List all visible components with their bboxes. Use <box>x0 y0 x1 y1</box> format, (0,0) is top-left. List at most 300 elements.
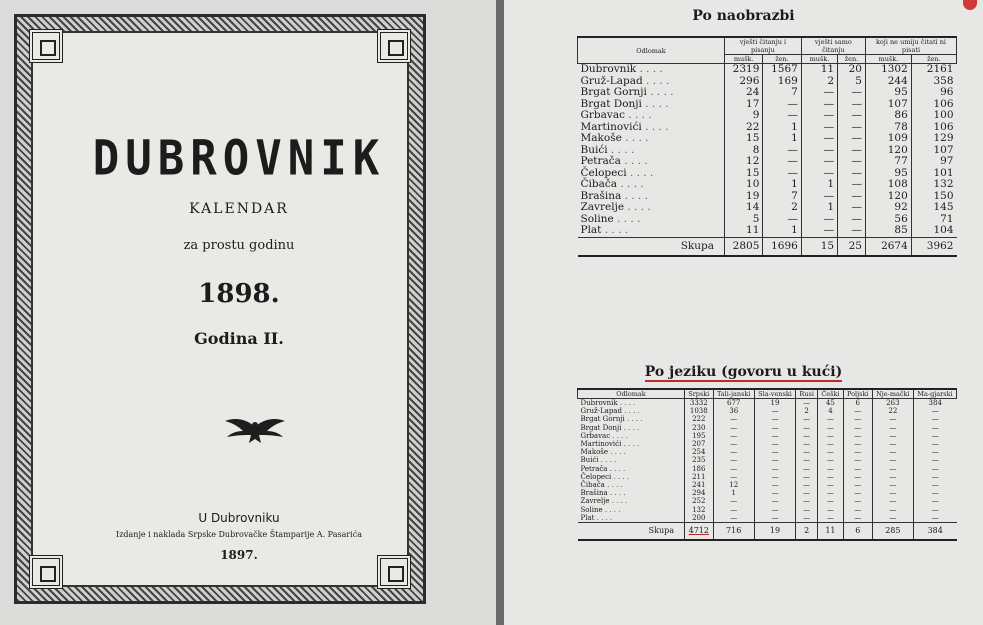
table-cell: — <box>796 489 818 497</box>
table-cell: 25 <box>838 237 866 256</box>
language-header-cell: Češki <box>818 389 844 399</box>
table-cell: — <box>838 179 866 191</box>
table-cell: 95 <box>865 87 911 99</box>
table-cell: — <box>713 432 754 440</box>
table-cell: 2 <box>801 76 837 88</box>
table-cell: — <box>913 424 956 432</box>
cover-line-year-type: za prostu godinu <box>183 238 295 253</box>
table-cell: — <box>796 432 818 440</box>
table-cell: — <box>763 110 801 122</box>
table-cell: — <box>913 473 956 481</box>
table-cell: — <box>796 440 818 448</box>
table-cell: — <box>843 456 872 464</box>
table-cell: — <box>801 133 837 145</box>
table-row <box>578 133 957 145</box>
table-cell: 12 <box>713 481 754 489</box>
table-cell: — <box>801 191 837 203</box>
table-cell: — <box>818 481 844 489</box>
place-name: Brgat Donji . . . . <box>580 423 640 432</box>
table-cell: 200 <box>685 514 714 523</box>
table-cell: 2 <box>763 202 801 214</box>
table-cell: — <box>713 448 754 456</box>
table-cell: 5 <box>838 76 866 88</box>
table-cell: 45 <box>818 399 844 408</box>
table-cell: — <box>763 99 801 111</box>
table-cell: 56 <box>865 214 911 226</box>
table-cell: 120 <box>865 191 911 203</box>
place-name: Brgat Gornji . . . . <box>580 415 643 424</box>
corner-ornament-top-right <box>377 29 411 63</box>
table-cell: 100 <box>911 110 956 122</box>
table-cell: — <box>913 506 956 514</box>
table-cell: 1 <box>763 122 801 134</box>
cover-volume: Godina II. <box>194 329 284 348</box>
table-row <box>578 473 957 481</box>
place-name: Dubrovnik . . . . <box>580 399 636 407</box>
table-cell: 195 <box>685 432 714 440</box>
table-cell: — <box>796 465 818 473</box>
place-name: Grbavac . . . . <box>580 109 652 121</box>
table-cell: — <box>843 481 872 489</box>
cover-subtitle: KALENDAR <box>189 201 289 217</box>
table-cell: 129 <box>911 133 956 145</box>
table-cell: — <box>838 202 866 214</box>
table-cell: 14 <box>725 202 763 214</box>
table-cell: 241 <box>685 481 714 489</box>
table-cell: — <box>713 473 754 481</box>
cover-year: 1898. <box>198 279 280 309</box>
table-cell: — <box>754 514 795 523</box>
place-name: Soline . . . . <box>580 212 641 225</box>
table-cell: 109 <box>865 133 911 145</box>
table-cell: — <box>754 440 795 448</box>
table-cell: — <box>843 514 872 523</box>
table-row <box>578 64 957 76</box>
table-cell: — <box>754 465 795 473</box>
table-cell: — <box>913 448 956 456</box>
table-cell: 92 <box>865 202 911 214</box>
table-cell: 19 <box>754 523 795 541</box>
table-total-row <box>578 523 957 541</box>
cover-publication-year: 1897. <box>220 548 258 562</box>
place-name: Buići . . . . <box>580 143 635 156</box>
table-cell: — <box>843 407 872 415</box>
table-cell: — <box>872 465 913 473</box>
table-cell: 1 <box>713 489 754 497</box>
language-header-cell: Poljski <box>843 389 872 399</box>
table-cell: — <box>713 465 754 473</box>
table-cell: 254 <box>685 448 714 456</box>
table-cell: 107 <box>911 145 956 157</box>
table-row <box>578 440 957 448</box>
header-read-only: vješti samo čitanju <box>801 37 865 55</box>
place-name: Brgat Gornji . . . . <box>580 86 674 98</box>
table-cell: 5 <box>725 214 763 226</box>
table-cell: 15 <box>801 237 837 256</box>
table-cell: 106 <box>911 122 956 134</box>
table-cell: — <box>872 456 913 464</box>
education-section-title: Po naobrazbi <box>692 8 795 24</box>
cover-title: DUBROVNIK <box>92 130 386 187</box>
table-cell: 186 <box>685 465 714 473</box>
table-cell: 19 <box>725 191 763 203</box>
table-cell: 296 <box>725 76 763 88</box>
table-cell: 132 <box>685 506 714 514</box>
place-name: Petrača . . . . <box>580 464 626 473</box>
table-cell: 15 <box>725 168 763 180</box>
table-cell: — <box>872 440 913 448</box>
table-cell: — <box>818 514 844 523</box>
table-row <box>578 432 957 440</box>
language-header-cell: Sla-venski <box>754 389 795 399</box>
table-cell: — <box>818 432 844 440</box>
education-table <box>577 36 957 257</box>
table-row <box>578 506 957 514</box>
language-section-title: Po jeziku (govoru u kući) <box>644 364 843 380</box>
table-cell: 8 <box>725 145 763 157</box>
table-cell: 2161 <box>911 64 956 76</box>
table-cell: 7 <box>763 191 801 203</box>
table-cell: 36 <box>713 407 754 415</box>
table-cell: — <box>763 156 801 168</box>
table-row <box>578 514 957 523</box>
header-place: Odlomak <box>578 37 725 64</box>
language-header-cell: Nje-mački <box>872 389 913 399</box>
table-cell: — <box>843 440 872 448</box>
header-female: žen. <box>838 55 866 64</box>
table-cell: — <box>713 514 754 523</box>
table-cell: 15 <box>725 133 763 145</box>
language-header-cell: Ma-gjarski <box>913 389 956 399</box>
place-name: Martinovići . . . . <box>580 120 669 133</box>
table-cell: 19 <box>754 399 795 408</box>
table-cell: 12 <box>725 156 763 168</box>
place-name: Petrača . . . . <box>580 155 648 167</box>
table-cell: 17 <box>725 99 763 111</box>
table-cell: 1696 <box>763 237 801 256</box>
table-cell: — <box>801 99 837 111</box>
cover-city: U Dubrovniku <box>198 511 280 525</box>
table-row <box>578 110 957 122</box>
place-name: Soline . . . . <box>580 505 621 514</box>
table-cell: — <box>818 506 844 514</box>
table-cell: — <box>843 465 872 473</box>
table-cell: — <box>754 456 795 464</box>
place-name: Zavrelje . . . . <box>580 201 651 213</box>
table-cell: 86 <box>865 110 911 122</box>
table-cell: — <box>754 407 795 415</box>
table-cell: — <box>754 473 795 481</box>
place-name: Gruž-Lapad . . . . <box>580 407 640 416</box>
table-cell: 108 <box>865 179 911 191</box>
table-cell: 252 <box>685 497 714 505</box>
table-cell: 1 <box>801 202 837 214</box>
table-cell: — <box>838 225 866 237</box>
table-cell: 101 <box>911 168 956 180</box>
table-cell: — <box>796 456 818 464</box>
table-cell: — <box>796 497 818 505</box>
table-cell: 132 <box>911 179 956 191</box>
table-cell: 106 <box>911 99 956 111</box>
ornamental-border <box>14 14 426 604</box>
table-cell: — <box>818 456 844 464</box>
table-cell: 6 <box>843 399 872 408</box>
table-cell: — <box>838 145 866 157</box>
table-cell: — <box>872 489 913 497</box>
table-cell: — <box>818 489 844 497</box>
table-cell: 169 <box>763 76 801 88</box>
table-cell: — <box>872 424 913 432</box>
corner-ornament-bottom-left <box>29 555 63 589</box>
language-header-cell: Tali-janski <box>713 389 754 399</box>
table-cell: 2 <box>796 407 818 415</box>
table-row <box>578 465 957 473</box>
header-female: žen. <box>911 55 956 64</box>
cover-publisher: Izdanje i naklada Srpske Dubrovačke Štamparije A. Pasarića <box>116 530 362 539</box>
table-total-row <box>578 237 957 256</box>
table-cell: — <box>754 448 795 456</box>
place-name: Čelopeci . . . . <box>580 166 654 179</box>
place-name: Makoše . . . . <box>580 132 649 144</box>
table-cell: — <box>818 424 844 432</box>
table-cell: 150 <box>911 191 956 203</box>
table-cell: 96 <box>911 87 956 99</box>
table-cell: — <box>838 122 866 134</box>
table-cell: 6 <box>843 523 872 541</box>
table-cell: — <box>763 168 801 180</box>
table-cell: 97 <box>911 156 956 168</box>
table-cell: 207 <box>685 440 714 448</box>
table-cell: 358 <box>911 76 956 88</box>
table-cell: — <box>713 497 754 505</box>
table-cell: — <box>754 506 795 514</box>
table-cell: — <box>872 497 913 505</box>
table-cell: 3962 <box>911 237 956 256</box>
language-header-cell: Srpski <box>685 389 714 399</box>
table-cell: 244 <box>865 76 911 88</box>
table-row <box>578 481 957 489</box>
header-read-write: vješti čitanju i pisanju <box>725 37 802 55</box>
table-cell: — <box>713 440 754 448</box>
table-cell: 22 <box>725 122 763 134</box>
table-cell: — <box>843 489 872 497</box>
table-row <box>578 489 957 497</box>
table-cell: — <box>872 506 913 514</box>
table-cell: 11 <box>818 523 844 541</box>
table-cell: — <box>713 506 754 514</box>
place-name: Martinovići . . . . <box>580 440 640 449</box>
table-cell: — <box>913 440 956 448</box>
table-cell: — <box>801 156 837 168</box>
table-cell: — <box>838 133 866 145</box>
language-table <box>577 388 957 541</box>
place-name: Dubrovnik . . . . <box>580 63 663 75</box>
table-row <box>578 497 957 505</box>
table-cell: — <box>763 145 801 157</box>
table-cell: — <box>843 497 872 505</box>
table-cell: 11 <box>725 225 763 237</box>
table-cell: — <box>818 473 844 481</box>
table-cell: — <box>913 415 956 423</box>
table-cell: — <box>754 489 795 497</box>
table-cell: — <box>796 424 818 432</box>
header-female: žen. <box>763 55 801 64</box>
table-cell: 2319 <box>725 64 763 76</box>
table-cell: — <box>796 506 818 514</box>
table-row <box>578 415 957 423</box>
place-name: Brašina . . . . <box>580 189 648 202</box>
language-header-cell: Odlomak <box>578 389 685 399</box>
table-cell: — <box>796 448 818 456</box>
table-cell: — <box>843 424 872 432</box>
table-cell: 78 <box>865 122 911 134</box>
table-cell: 211 <box>685 473 714 481</box>
table-cell: 1 <box>801 179 837 191</box>
table-cell: — <box>754 432 795 440</box>
table-cell: — <box>796 481 818 489</box>
table-cell: 1567 <box>763 64 801 76</box>
table-cell: 222 <box>685 415 714 423</box>
table-cell: — <box>872 473 913 481</box>
table-cell: — <box>838 214 866 226</box>
table-cell: 107 <box>865 99 911 111</box>
table-cell: — <box>838 99 866 111</box>
table-cell: 2805 <box>725 237 763 256</box>
table-cell: — <box>713 424 754 432</box>
table-cell: — <box>818 415 844 423</box>
table-cell: — <box>913 465 956 473</box>
table-cell: — <box>801 122 837 134</box>
table-cell: — <box>796 514 818 523</box>
table-cell: 95 <box>865 168 911 180</box>
place-name: Gruž-Lapad . . . . <box>580 74 670 87</box>
table-row <box>578 448 957 456</box>
table-cell: 104 <box>911 225 956 237</box>
table-cell: — <box>838 87 866 99</box>
table-cell: — <box>913 489 956 497</box>
table-cell: 384 <box>913 399 956 408</box>
header-male: mušk. <box>801 55 837 64</box>
table-cell: — <box>818 465 844 473</box>
table-cell: 7 <box>763 87 801 99</box>
table-cell: — <box>872 514 913 523</box>
table-cell: 11 <box>801 64 837 76</box>
table-cell: — <box>843 506 872 514</box>
header-male: mušk. <box>725 55 763 64</box>
table-cell: — <box>913 456 956 464</box>
eagle-ornament-icon <box>223 411 287 451</box>
table-cell: — <box>872 432 913 440</box>
header-male: mušk. <box>865 55 911 64</box>
table-cell: — <box>801 214 837 226</box>
table-cell: 1 <box>763 133 801 145</box>
table-cell: 230 <box>685 424 714 432</box>
table-cell: 384 <box>913 523 956 541</box>
table-cell: — <box>801 225 837 237</box>
table-cell: — <box>801 168 837 180</box>
table-cell: — <box>872 481 913 489</box>
table-cell: 294 <box>685 489 714 497</box>
table-cell: 235 <box>685 456 714 464</box>
place-name: Čibača . . . . <box>580 178 644 190</box>
table-cell: — <box>838 156 866 168</box>
table-row <box>578 407 957 415</box>
cover-panel <box>31 31 409 587</box>
table-cell: 1038 <box>685 407 714 415</box>
place-name: Zavrelje . . . . <box>580 497 628 506</box>
table-cell: — <box>843 432 872 440</box>
table-cell: — <box>754 497 795 505</box>
table-cell: — <box>843 473 872 481</box>
table-cell: — <box>754 424 795 432</box>
table-cell: 77 <box>865 156 911 168</box>
table-cell: 145 <box>911 202 956 214</box>
table-cell: — <box>763 214 801 226</box>
place-name: Brgat Donji . . . . <box>580 97 669 110</box>
table-cell: 20 <box>838 64 866 76</box>
table-cell: — <box>843 415 872 423</box>
corner-ornament-top-left <box>29 29 63 63</box>
table-cell: — <box>872 448 913 456</box>
table-cell: 10 <box>725 179 763 191</box>
table-cell: — <box>913 432 956 440</box>
table-cell: — <box>796 473 818 481</box>
table-cell: — <box>801 145 837 157</box>
table-cell: — <box>796 399 818 408</box>
table-cell: — <box>754 481 795 489</box>
table-cell: — <box>843 448 872 456</box>
table-cell: 2 <box>796 523 818 541</box>
place-name: Grbavac . . . . <box>580 431 628 440</box>
table-cell: 263 <box>872 399 913 408</box>
table-cell: 1 <box>763 179 801 191</box>
total-label: Skupa <box>578 523 685 541</box>
table-cell: 716 <box>713 523 754 541</box>
table-cell: — <box>838 110 866 122</box>
table-row <box>578 424 957 432</box>
place-name: Buići . . . . <box>580 456 617 465</box>
table-cell: — <box>913 497 956 505</box>
table-cell: 22 <box>872 407 913 415</box>
table-cell: 3332 <box>685 399 714 408</box>
table-cell: — <box>818 497 844 505</box>
table-cell: 85 <box>865 225 911 237</box>
table-cell: 4712 <box>685 523 714 541</box>
book-gutter <box>496 0 504 625</box>
table-cell: — <box>754 415 795 423</box>
place-name: Čibača . . . . <box>580 481 623 490</box>
table-row <box>578 87 957 99</box>
table-cell: — <box>838 168 866 180</box>
table-cell: — <box>913 481 956 489</box>
table-cell: 1302 <box>865 64 911 76</box>
language-header-cell: Rusi <box>796 389 818 399</box>
total-label: Skupa <box>578 237 725 256</box>
table-cell: 71 <box>911 214 956 226</box>
table-cell: 677 <box>713 399 754 408</box>
table-cell: — <box>818 448 844 456</box>
table-cell: — <box>913 407 956 415</box>
place-name: Plat . . . . <box>580 513 613 522</box>
place-name: Čelopeci . . . . <box>580 472 630 481</box>
place-name: Plat . . . . <box>580 224 629 236</box>
place-name: Brašina . . . . <box>580 489 626 498</box>
table-cell: — <box>713 456 754 464</box>
table-cell: 1 <box>763 225 801 237</box>
table-row <box>578 225 957 237</box>
table-cell: 2674 <box>865 237 911 256</box>
statistics-page <box>504 0 983 625</box>
